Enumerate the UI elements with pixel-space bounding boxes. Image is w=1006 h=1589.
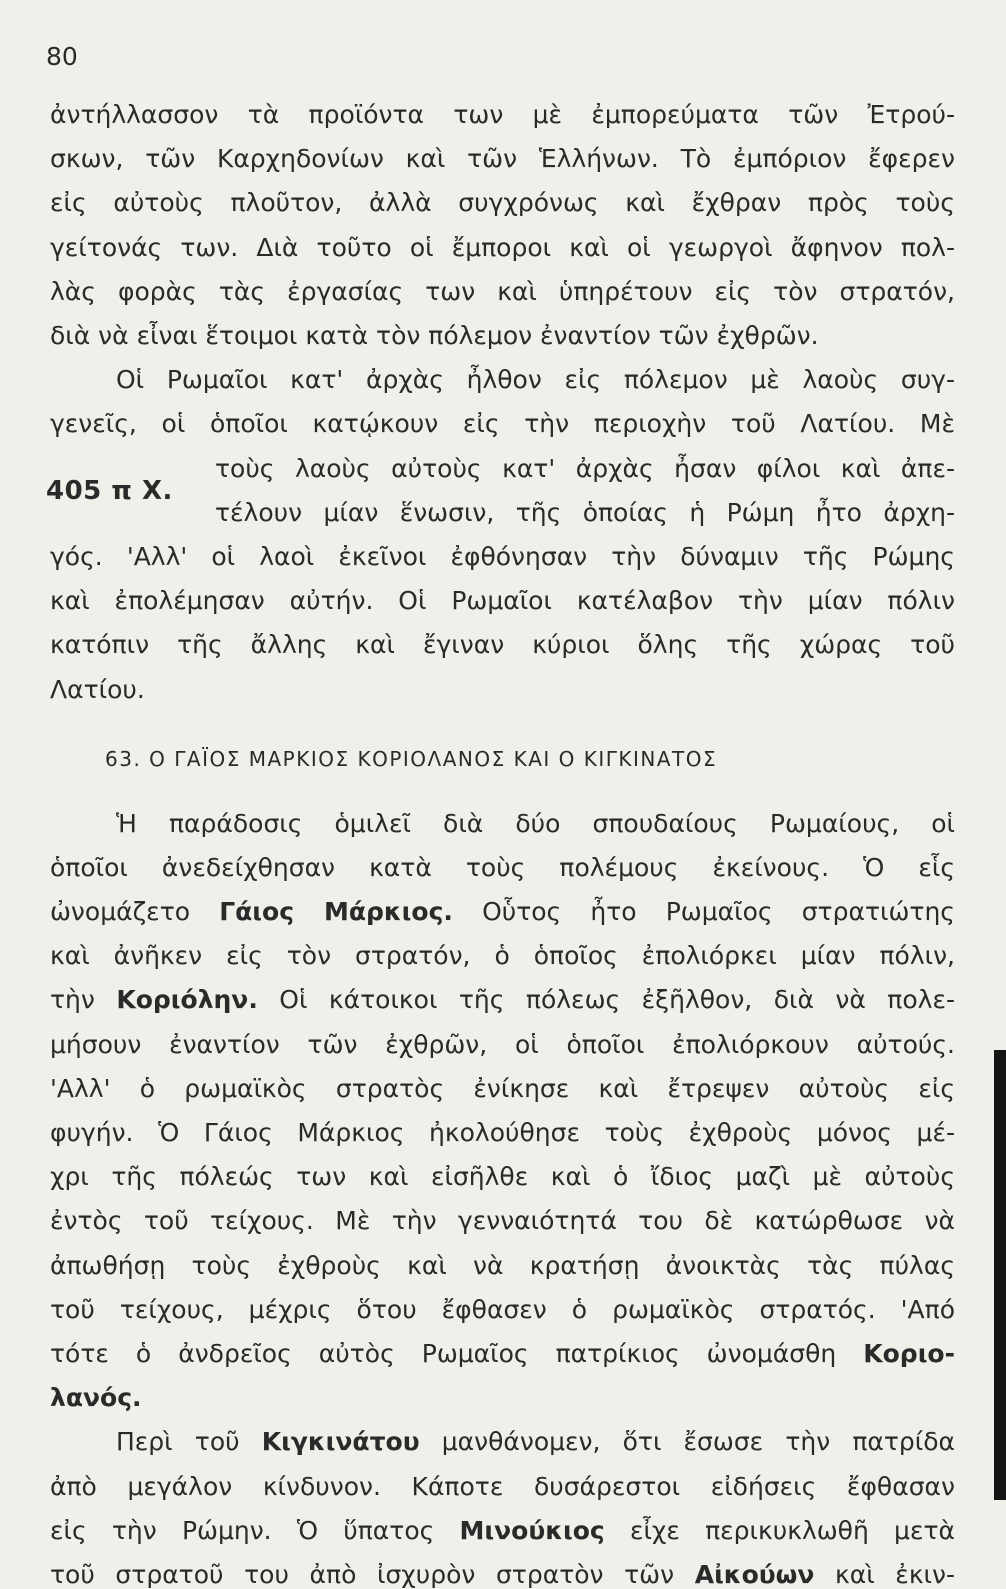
line-segment: τότε ὁ ἀνδρεῖος αὐτὸς Ρωμαῖος πατρίκιος ὠνομάσθη <box>50 1339 864 1368</box>
text-line: σκων, τῶν Καρχηδονίων καὶ τῶν Ἑλλήνων. Τὸ ἐμπόριον ἔφερεν <box>50 144 955 174</box>
text-line <box>50 897 955 926</box>
line-segment: ὠνομάζετο <box>50 897 220 926</box>
text-line: ἀπωθήσῃ τοὺς ἐχθροὺς καὶ νὰ κρατήσῃ ἀνοικτὰς τὰς πύλας <box>50 1250 955 1280</box>
line-segment: μανθάνομεν, ὅτι ἔσωσε τὴν πατρίδα <box>419 1427 955 1457</box>
text-line: λανός. <box>50 1383 142 1413</box>
text-line: ὁποῖοι ἀνεδείχθησαν κατὰ τοὺς πολέμους ἐκείνους. Ὁ εἷς <box>50 852 955 882</box>
bold-name: Κοριόλην. <box>116 985 258 1015</box>
text-line: διὰ νὰ εἶναι ἕτοιμοι κατὰ τὸν πόλεμον ἐναντίον τῶν ἐχθρῶν. <box>50 321 819 350</box>
line-segment: τοῦ στρατοῦ του ἀπὸ ἰσχυρὸν στρατὸν τῶν <box>50 1560 695 1589</box>
text-line <box>116 1427 955 1456</box>
text-line: καὶ ἐπολέμησαν αὐτήν. Οἱ Ρωμαῖοι κατέλαβον τὴν μίαν πόλιν <box>50 586 955 616</box>
text-line <box>50 985 955 1014</box>
text-line: ἀντήλλασσον τὰ προϊόντα των μὲ ἐμπορεύματα τῶν Ἐτρού- <box>50 100 955 129</box>
line-segment: Περὶ τοῦ <box>116 1427 262 1457</box>
line-segment: τὴν <box>50 985 117 1015</box>
text-line: τέλουν μίαν ἕνωσιν, τῆς ὁποίας ἡ Ρώμη ἦτο ἀρχη- <box>215 497 955 527</box>
bold-name: Αἰκούων <box>694 1560 815 1589</box>
text-line <box>50 1472 955 1501</box>
text-line: τοὺς λαοὺς αὐτοὺς κατ' ἀρχὰς ἦσαν φίλοι καὶ ἀπε- <box>215 453 955 483</box>
line-segment: εἰς τὴν Ρώμην. Ὁ ὕπατος <box>50 1515 460 1545</box>
margin-year-note: 405 π Χ. <box>46 475 173 506</box>
page-number: 80 <box>46 42 78 71</box>
text-line: καὶ ἀνῆκεν εἰς τὸν στρατόν, ὁ ὁποῖος ἐπολιόρκει μίαν πόλιν, <box>50 941 955 971</box>
bold-name: Κιγκινάτου <box>261 1427 420 1457</box>
line-segment: ἀπὸ μεγάλον κίνδυνον. Κάποτε δυσάρεστοι εἰδήσεις ἔφθασαν <box>50 1471 955 1501</box>
line-segment: καὶ ἐκιν- <box>814 1560 956 1589</box>
bold-name: Γάιος Μάρκιος. <box>219 897 453 926</box>
text-line <box>50 1560 955 1589</box>
text-line: γός. 'Αλλ' οἱ λαοὶ ἐκεῖνοι ἐφθόνησαν τὴν δύναμιν τῆς Ρώμης <box>50 542 955 571</box>
text-line: 'Αλλ' ὁ ρωμαϊκὸς στρατὸς ἐνίκησε καὶ ἔτρεψεν αὐτοὺς εἰς <box>50 1073 955 1103</box>
text-line: γείτονάς των. Διὰ τοῦτο οἱ ἔμποροι καὶ οἱ γεωργοὶ ἄφηνον πολ- <box>50 232 955 262</box>
text-line: μήσουν ἐναντίον τῶν ἐχθρῶν, οἱ ὁποῖοι ἐπολιόρκουν αὐτούς. <box>50 1029 955 1059</box>
text-line: λὰς φορὰς τὰς ἐργασίας των καὶ ὑπηρέτουν εἰς τὸν στρατόν, <box>50 276 955 306</box>
text-line: γενεῖς, οἱ ὁποῖοι κατῴκουν εἰς τὴν περιοχὴν τοῦ Λατίου. Μὲ <box>50 409 955 439</box>
bold-name: Μινούκιος <box>459 1515 605 1545</box>
text-line <box>50 1516 955 1545</box>
text-line: Λατίου. <box>50 674 145 704</box>
text-line: τοῦ τείχους, μέχρις ὅτου ἔφθασεν ὁ ρωμαϊκὸς στρατός. 'Από <box>50 1294 955 1324</box>
line-segment: Οἱ κάτοικοι τῆς πόλεως ἐξῆλθον, διὰ νὰ πολε- <box>257 985 955 1015</box>
text-line: εἰς αὐτοὺς πλοῦτον, ἀλλὰ συγχρόνως καὶ ἔχθραν πρὸς τοὺς <box>50 188 955 218</box>
text-line: κατόπιν τῆς ἄλλης καὶ ἔγιναν κύριοι ὅλης τῆς χώρας τοῦ <box>50 630 955 660</box>
text-line <box>50 1339 955 1368</box>
bold-name: Κοριο- <box>863 1339 955 1368</box>
text-line: χρι τῆς πόλεώς των καὶ εἰσῆλθε καὶ ὁ ἴδιος μαζὶ μὲ αὐτοὺς <box>50 1162 955 1192</box>
text-line: ἐντὸς τοῦ τείχους. Μὲ τὴν γενναιότητά του δὲ κατώρθωσε νὰ <box>50 1206 955 1236</box>
section-heading: 63. Ο ΓΑΪΟΣ ΜΑΡΚΙΟΣ ΚΟΡΙΟΛΑΝΟΣ ΚΑΙ Ο ΚΙΓΚΙΝΑΤΟΣ <box>105 746 718 771</box>
line-segment: εἶχε περικυκλωθῆ μετὰ <box>604 1515 955 1545</box>
page-edge <box>994 1050 1006 1500</box>
text-line: φυγήν. Ὁ Γάιος Μάρκιος ἠκολούθησε τοὺς ἐχθροὺς μόνος μέ- <box>50 1118 955 1147</box>
text-line: Ἡ παράδοσις ὁμιλεῖ διὰ δύο σπουδαίους Ρωμαίους, οἱ <box>116 808 955 838</box>
line-segment: Οὗτος ἦτο Ρωμαῖος στρατιώτης <box>452 897 955 926</box>
text-line: Οἱ Ρωμαῖοι κατ' ἀρχὰς ἦλθον εἰς πόλεμον μὲ λαοὺς συγ- <box>116 365 955 395</box>
